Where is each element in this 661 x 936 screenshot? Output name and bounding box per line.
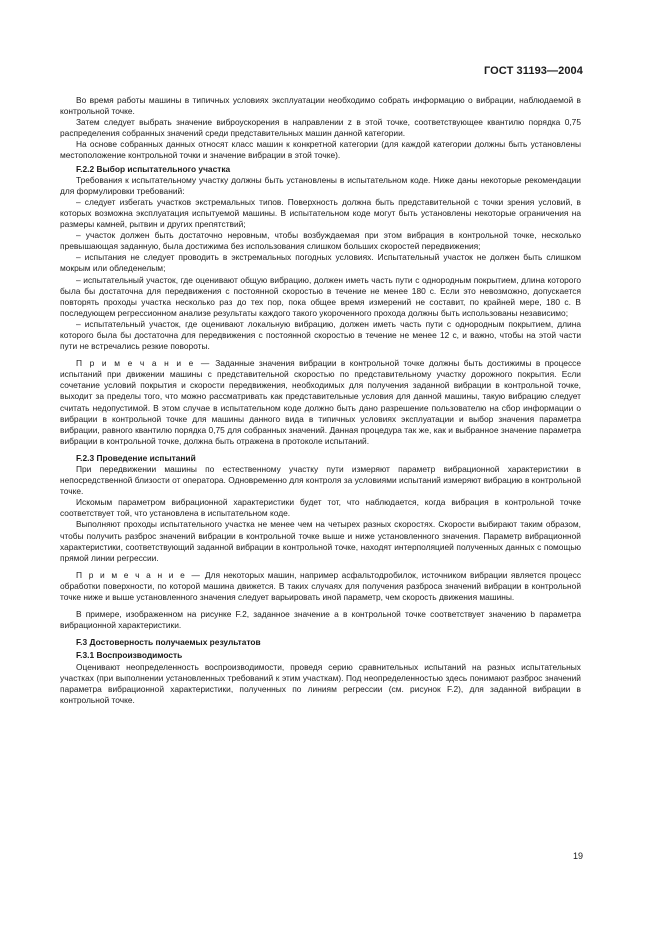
- document-body: [60, 95, 581, 706]
- paragraph: Требования к испытательному участку должны быть установлены в испытательном коде. Ниже даны некоторые рекомендации для формулировки требований:: [60, 174, 581, 196]
- standard-code: ГОСТ 31193—2004: [483, 65, 583, 77]
- list-item: – испытательный участок, где оценивают локальную вибрацию, должен иметь часть пути с однородным покрытием, длина которого была бы достаточна для передвижения с постоянной скоростью в течение не менее 12 с, и важно, чтобы на этой части пути не встречались резкие повороты.: [60, 318, 581, 352]
- note: [60, 358, 581, 447]
- note-text: Заданные значения вибрации в контрольной точке должны быть достижимы в процессе испытаний при движении машины с представительной скоростью по представительному участку дорожного покрытия. Если сочетание условий покрытия и скорости передвижения, необходимых для получения заданной вибрации в контрольной точке, выходит за пределы того, что можно рассматривать как представительные условия для данной машины, такую вибрацию следует считать недопустимой. В этом случае в испытательном коде должно быть дано разрешение пользователю на сбор информации о вибрации в контрольной точке для машины данного вида в типичных условиях эксплуатации и выбор значения параметра вибрации, равного квантилю порядка 0,75 для собранных значений. Данная процедура так же, как и выбранное значение параметра вибрации в контрольной точке, должна быть отражена в протоколе испытаний.: [60, 358, 581, 446]
- note: [60, 570, 581, 603]
- paragraph: Выполняют проходы испытательного участка не менее чем на четырех разных скоростях. Скорости выбирают таким образом, чтобы получить разброс значений вибрации в контрольной точке выше и ниже установленного значения. Параметр вибрационной характеристики, соответствующий заданной вибрации в контрольной точке, находят интерполяцией полученных данных с помощью прямой линии регрессии.: [60, 519, 581, 563]
- note-label: П р и м е ч а н и е —: [76, 358, 211, 369]
- paragraph: Искомым параметром вибрационной характеристики будет тот, что наблюдается, когда вибрация в контрольной точке соответствует той, что установлена в испытательном коде.: [60, 497, 581, 519]
- section-heading: F.3 Достоверность получаемых результатов: [76, 637, 261, 648]
- note-text: Для некоторых машин, например асфальтодробилок, источником вибрации является процесс обработки поверхности, по которой машина движется. В таких случаях для получения разброса значений вибрации в контрольной точке ниже и выше установленного значения следует варьировать иной параметр, чем скорость движения машины.: [60, 569, 582, 603]
- paragraph: В примере, изображенном на рисунке F.2, заданное значение a в контрольной точке соответствует значению b параметра вибрационной характеристики.: [60, 609, 581, 631]
- paragraph: На основе собранных данных относят класс машин к конкретной категории (для каждой категории должны быть установлены местоположение контрольной точки и значение вибрации в этой точке).: [60, 139, 581, 161]
- section-heading: F.2.3 Проведение испытаний: [76, 452, 196, 463]
- list-item: – следует избегать участков экстремальных типов. Поверхность должна быть представительной с точки зрения условий, в которых возможна эксплуатация испытуемой машины. В испытательном коде могут быть установлены некоторые ограничения на размеры камней, рытвин и других препятствий;: [60, 196, 581, 230]
- paragraph: Оценивают неопределенность воспроизводимости, проведя серию сравнительных испытаний на разных испытательных участках (при выполнении установленных требований к этим участкам). Под неопределенностью здесь понимают разброс значений параметра вибрационной характеристики, полученных по линиям регрессии (см. рисунок F.2), для заданной вибрации в контрольной точке.: [60, 661, 581, 705]
- subsection-heading: F.3.1 Воспроизводимость: [76, 650, 183, 661]
- paragraph: Затем следует выбрать значение виброускорения в направлении z в этой точке, соответствующее квантилю порядка 0,75 распределения собранных значений среди представительных машин данной категории.: [60, 117, 581, 139]
- list-item: – испытательный участок, где оценивают общую вибрацию, должен иметь часть пути с однородным покрытием, длина которого была бы достаточна для передвижения с постоянной скоростью в течение не менее 180 с. Если это невозможно, допускается повторять проходы участка несколько раз до тех пор, пока общее время измерений не составит, по крайней мере, 180 с. В последующем регрессионном анализе результаты каждого такого укороченного прохода должны быть использованы независимо;: [60, 274, 581, 318]
- section-heading: F.2.2 Выбор испытательного участка: [76, 163, 231, 174]
- paragraph: Во время работы машины в типичных условиях эксплуатации необходимо собрать информацию о вибрации, наблюдаемой в контрольной точке.: [60, 95, 581, 117]
- paragraph: При передвижении машины по естественному участку пути измеряют параметр вибрационной характеристики в непосредственной близости от оператора. Одновременно для контроля за условиями испытаний измеряют вибрацию в контрольной точке.: [60, 464, 581, 497]
- list-item: – испытания не следует проводить в экстремальных погодных условиях. Испытательный участок не должен быть слишком мокрым или обледенелым;: [60, 252, 581, 274]
- note-label: П р и м е ч а н и е —: [76, 569, 202, 580]
- page-number: 19: [572, 851, 583, 861]
- list-item: – участок должен быть достаточно неровным, чтобы возбуждаемая при этом вибрация в контрольной точке, несколько превышающая заданную, была достижима без использования слишком больших скоростей передвижения;: [60, 230, 581, 252]
